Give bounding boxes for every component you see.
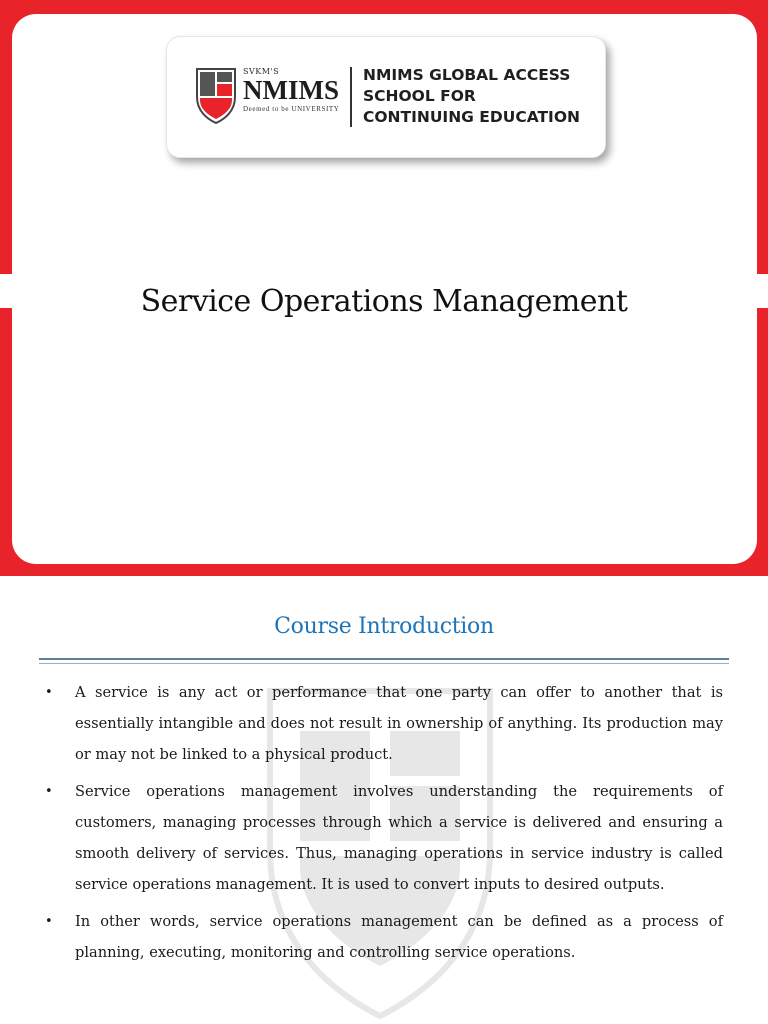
brand-wordmark xyxy=(243,67,343,114)
slide-title: Service Operations Management xyxy=(140,284,628,319)
list-item xyxy=(39,906,723,968)
bullet-text: In other words, service operations management can be defined as a process of planning, executing, monitoring and controlling service operations. xyxy=(75,913,723,961)
course-intro-slide xyxy=(0,576,768,1024)
bullet-list xyxy=(39,677,723,974)
school-line-3: CONTINUING EDUCATION xyxy=(363,108,580,126)
brand-name-text: NMIMS xyxy=(243,75,339,105)
section-heading: Course Introduction xyxy=(274,614,494,639)
brand-top-text: SVKM'S xyxy=(243,67,280,76)
school-line-1: NMIMS GLOBAL ACCESS xyxy=(363,66,571,84)
list-item xyxy=(39,677,723,770)
brand-sub-text: Deemed to be UNIVERSITY xyxy=(243,105,340,113)
heading-rule xyxy=(39,658,729,660)
bullet-text: Service operations management involves understanding the requirements of customers, managing processes through which a service is delivered and ensuring a smooth delivery of services. Thus, managing operations in service industry is called service operations management. It is used to convert inputs to desired outputs. xyxy=(75,783,723,893)
bullet-icon: • xyxy=(45,784,53,799)
nmims-shield-icon xyxy=(195,67,237,125)
bullet-icon: • xyxy=(45,685,53,700)
nmims-logo-box xyxy=(166,36,606,158)
bullet-icon: • xyxy=(45,914,53,929)
school-line-2: SCHOOL FOR xyxy=(363,87,476,105)
heading-rule-thin xyxy=(39,663,729,664)
school-name xyxy=(363,65,603,128)
logo-divider xyxy=(350,67,352,127)
list-item xyxy=(39,776,723,900)
bullet-text: A service is any act or performance that one party can offer to another that is essentially intangible and does not result in ownership of anything. Its production may or may not be linked to a physical product. xyxy=(75,684,723,763)
